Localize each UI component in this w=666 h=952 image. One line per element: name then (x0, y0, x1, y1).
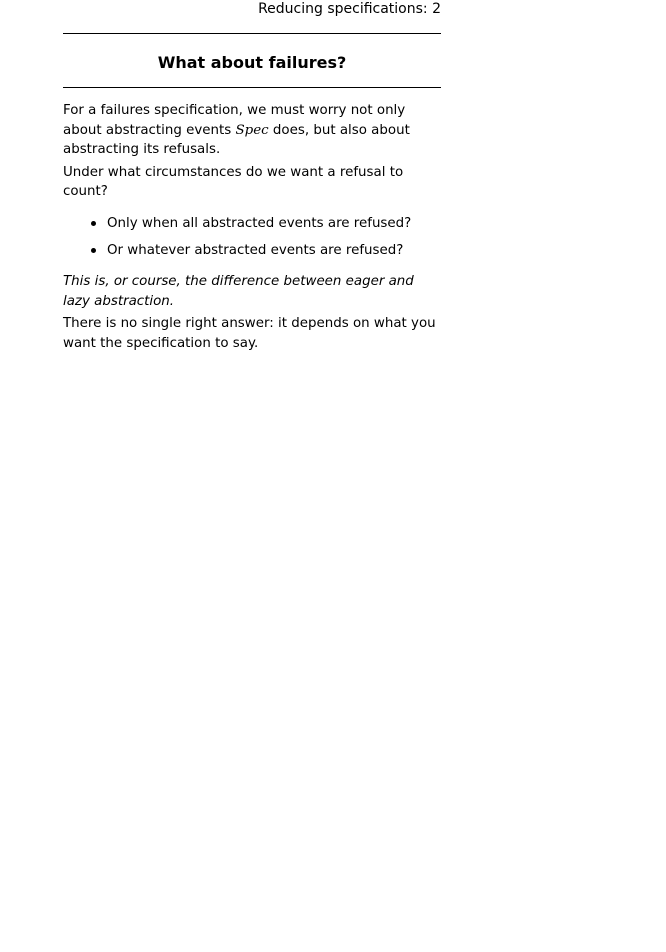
top-rule (63, 33, 441, 34)
running-header: Reducing specifications: 2 (258, 1, 441, 17)
paragraph-text: For a failures specification, we must worry not only about abstracting events (63, 103, 406, 138)
paragraph-text: does, but also about abstracting its refusals. (63, 122, 410, 157)
list-item-text: Only when all abstracted events are refused? (107, 215, 412, 231)
bottom-rule (63, 87, 441, 88)
paragraph-conclusion: There is no single right answer: it depends on what you want the specification to say. (63, 316, 436, 351)
paragraph-eager-lazy: This is, or course, the difference between eager and lazy abstraction. (63, 274, 414, 309)
bullet-icon (91, 248, 96, 253)
spec-math-term: Spec (235, 122, 269, 138)
list-item-text: Or whatever abstracted events are refused? (107, 242, 404, 258)
paragraph-question: Under what circumstances do we want a refusal to count? (63, 164, 404, 199)
list-item (63, 241, 441, 261)
bullet-icon (91, 221, 96, 226)
list-item (63, 214, 441, 234)
slide-body (63, 101, 441, 353)
slide-title: What about failures? (157, 53, 347, 72)
paragraph-failures-spec (63, 101, 441, 160)
bullet-list (63, 214, 441, 261)
